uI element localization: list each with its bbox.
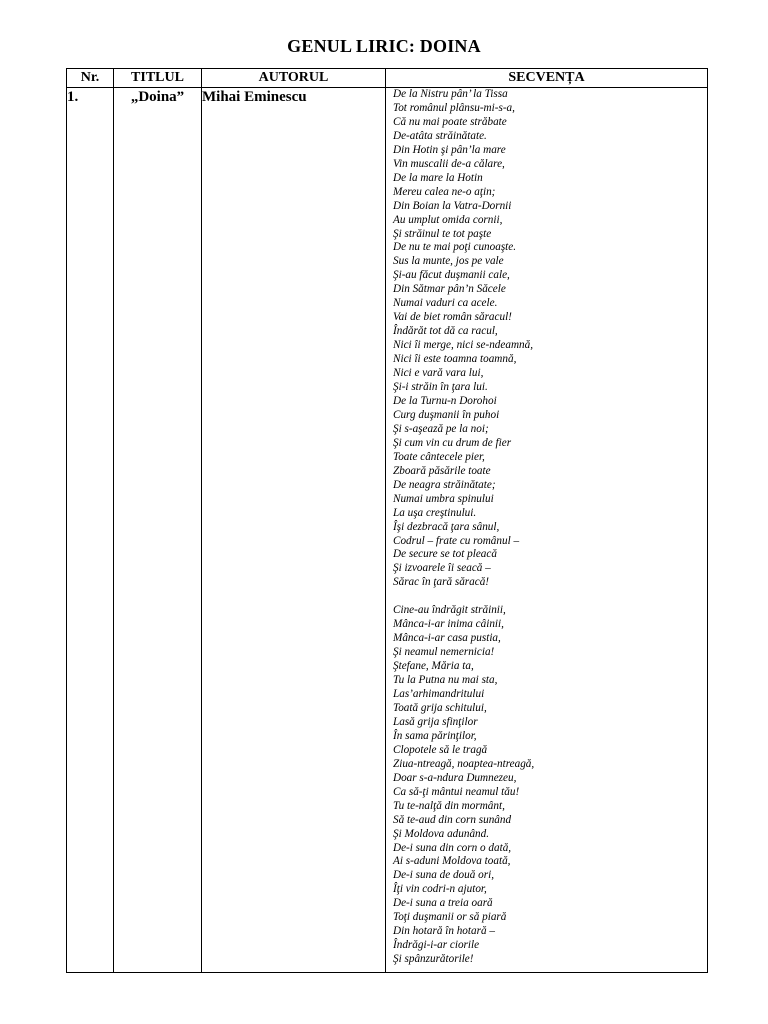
poem-line: De-i suna din corn o dată, (393, 841, 512, 854)
poem-line: Să te-aud din corn sunând (393, 813, 512, 826)
poem-line: Ca să-ţi mântui neamul tău! (393, 785, 520, 798)
stanza-2 (393, 604, 707, 967)
row-number: 1. (67, 88, 114, 973)
poem-line: Tu te-nalţă din mormânt, (393, 799, 505, 812)
poem-line: Din hotară în hotară – (393, 925, 495, 938)
poem-line: La uşa creştinului. (393, 506, 477, 519)
poem-line: Vai de biet român săracul! (393, 311, 512, 324)
poem-line: Şi străinul te tot paşte (393, 227, 492, 240)
poem-line: Din Boian la Vatra-Dornii (393, 199, 512, 212)
poem-line: Vin muscalii de-a călare, (393, 157, 505, 170)
header-nr: Nr. (67, 69, 114, 88)
poem-line: De la Nistru pân’ la Tissa (393, 88, 508, 100)
page-title: GENUL LIRIC: DOINA (287, 36, 481, 56)
poem-line: Au umplut omida cornii, (393, 213, 503, 226)
poem-line: Şi Moldova adunând. (393, 827, 490, 840)
table-row (67, 88, 708, 973)
poem-line: Las’arhimandritului (393, 688, 485, 701)
poem-line: De neagra străinătate; (393, 478, 496, 491)
poem-line: Tot românul plânsu-mi-s-a, (393, 101, 515, 114)
poem-line: Cine-au îndrăgit străinii, (393, 604, 506, 617)
poem-sequence (386, 88, 708, 973)
poem-line: Şi spânzurătorile! (393, 953, 474, 966)
poem-line: În sama părinţilor, (393, 729, 477, 742)
poem-line: Ziua-ntreagă, noaptea-ntreagă, (393, 757, 535, 770)
poem-line: Codrul – frate cu românul – (393, 534, 520, 547)
poem-line: Îndrăgi-i-ar ciorile (393, 939, 480, 952)
poem-line: Şi-au făcut duşmanii cale, (393, 269, 510, 282)
poem-line: Din Sătmar pân’n Săcele (393, 283, 506, 296)
poem-line: Că nu mai poate străbate (393, 115, 507, 128)
poem-line: Şi cum vin cu drum de fier (393, 436, 512, 449)
poem-line: De-i suna a treia oară (393, 897, 493, 910)
poem-line: Îndărăt tot dă ca racul, (393, 325, 498, 338)
poem-line: Îţi vin codri-n ajutor, (393, 883, 487, 896)
poem-line: Zboară păsările toate (393, 464, 491, 477)
poem-line: Îşi dezbracă ţara sânul, (393, 520, 500, 533)
poem-line: Mânca-i-ar casa pustia, (393, 632, 501, 645)
poem-line: De la mare la Hotin (393, 171, 483, 184)
poem-line: De secure se tot pleacă (393, 548, 497, 561)
poem-line: Mânca-i-ar inima câinii, (393, 618, 504, 631)
poem-line: Nici e vară vara lui, (393, 367, 484, 380)
poem-line: Toată grija schitului, (393, 701, 487, 714)
poem-line: Mereu calea ne-o aţin; (393, 185, 496, 198)
poem-title: „Doina” (114, 88, 202, 973)
poem-line: Şi izvoarele îi seacă – (393, 562, 491, 575)
poem-line: Toţi duşmanii or să piară (393, 911, 507, 924)
poem-line: De la Turnu-n Dorohoi (393, 394, 497, 407)
poem-line: Ai s-aduni Moldova toată, (393, 855, 511, 868)
header-title: TITLUL (114, 69, 202, 88)
poem-line: Toate cântecele pier, (393, 450, 485, 463)
poem-line: Numai vaduri ca acele. (393, 297, 498, 310)
poem-author: Mihai Eminescu (202, 88, 386, 973)
poem-line: Sus la munte, jos pe vale (393, 255, 504, 268)
poem-line: Doar s-a-ndura Dumnezeu, (393, 771, 517, 784)
stanza-1 (393, 88, 707, 590)
poem-table (66, 68, 708, 973)
poem-line: Tu la Putna nu mai sta, (393, 674, 498, 687)
poem-line: Lasă grija sfinţilor (393, 715, 478, 728)
poem-line: Şi s-aşează pe la noi; (393, 422, 489, 435)
header-author: AUTORUL (202, 69, 386, 88)
poem-line: Nici îi este toamna toamnă, (393, 353, 517, 366)
poem-line: Curg duşmanii în puhoi (393, 408, 500, 421)
poem-line: Şi-i străin în ţara lui. (393, 381, 488, 394)
poem-line: Ştefane, Măria ta, (393, 660, 474, 673)
poem-line: Şi neamul nemernicia! (393, 646, 495, 659)
stanza-gap (393, 590, 707, 604)
poem-line: De nu te mai poţi cunoaşte. (393, 241, 517, 254)
table-header-row (67, 69, 708, 88)
poem-line: Numai umbra spinului (393, 492, 494, 505)
poem-line: Din Hotin şi pân’la mare (393, 143, 506, 156)
poem-line: De-i suna de două ori, (393, 869, 494, 882)
poem-line: Nici îi merge, nici se-ndeamnă, (393, 339, 534, 352)
poem-line: Clopotele să le tragă (393, 743, 488, 756)
poem-line: De-atâta străinătate. (393, 129, 487, 142)
poem-line: Sărac în ţară săracă! (393, 576, 490, 589)
header-sequence: SECVENȚA (386, 69, 708, 88)
